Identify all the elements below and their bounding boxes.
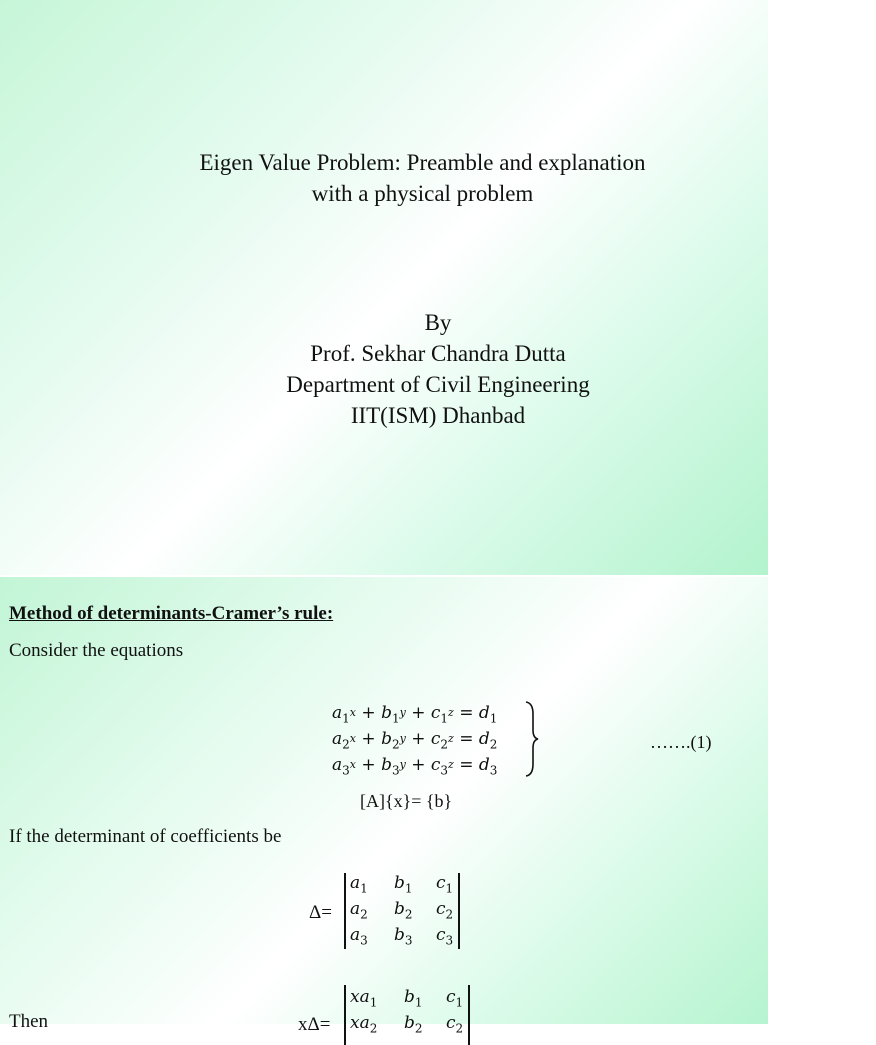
matrix-form: [A]{x}= {b} (360, 791, 453, 811)
intro-text: Consider the equations (9, 640, 184, 661)
right-brace-icon (524, 700, 540, 778)
content-slide (0, 577, 768, 1036)
matrix-cell: $c_1$ (446, 987, 464, 1010)
matrix-cell: $a_1$ (350, 873, 368, 896)
equation-row: $a_1x + b_1y + c_1z = d_1$ (332, 703, 498, 726)
determinant-left-bar (344, 873, 346, 949)
matrix-cell: $c_3$ (436, 925, 454, 948)
matrix-cell: $xa_1$ (350, 987, 378, 1010)
author-institute: IIT(ISM) Dhanbad (350, 403, 526, 428)
matrix-cell: $b_2$ (404, 1013, 423, 1036)
matrix-cell: $c_1$ (436, 873, 454, 896)
equation-row: $a_3x + b_3y + c_3z = d_3$ (332, 755, 498, 778)
determinant-right-bar (468, 985, 470, 1045)
author-name: Prof. Sekhar Chandra Dutta (310, 341, 566, 366)
slide-title-line: with a physical problem (311, 181, 534, 206)
matrix-cell: $a_3$ (350, 925, 368, 948)
author-department: Department of Civil Engineering (286, 372, 590, 397)
matrix-cell: $a_2$ (350, 899, 368, 922)
matrix-cell: $c_2$ (446, 1013, 464, 1036)
slide-title (0, 147, 845, 209)
title-slide (0, 0, 768, 575)
then-label: Then (9, 1011, 49, 1032)
author-block (0, 307, 876, 431)
delta-label: Δ= (309, 902, 332, 923)
author-by: By (424, 310, 452, 335)
matrix-cell: $b_1$ (394, 873, 413, 896)
determinant-right-bar (458, 873, 460, 949)
xdelta-label: xΔ= (298, 1014, 331, 1035)
slide-title-line: Eigen Value Problem: Preamble and explanation (199, 150, 646, 175)
matrix-cell: $c_2$ (436, 899, 454, 922)
matrix-cell: $b_2$ (394, 899, 413, 922)
matrix-cell: $b_3$ (394, 925, 413, 948)
equation-number: …….(1) (650, 732, 712, 752)
section-heading: Method of determinants-Cramer’s rule: (9, 603, 334, 624)
determinant-left-bar (344, 985, 346, 1045)
equation-row: $a_2x + b_2y + c_2z = d_2$ (332, 729, 498, 752)
equation-system (332, 700, 497, 778)
determinant-intro: If the determinant of coefficients be (9, 826, 282, 847)
matrix-cell: $xa_2$ (350, 1013, 378, 1036)
matrix-cell: $b_1$ (404, 987, 423, 1010)
